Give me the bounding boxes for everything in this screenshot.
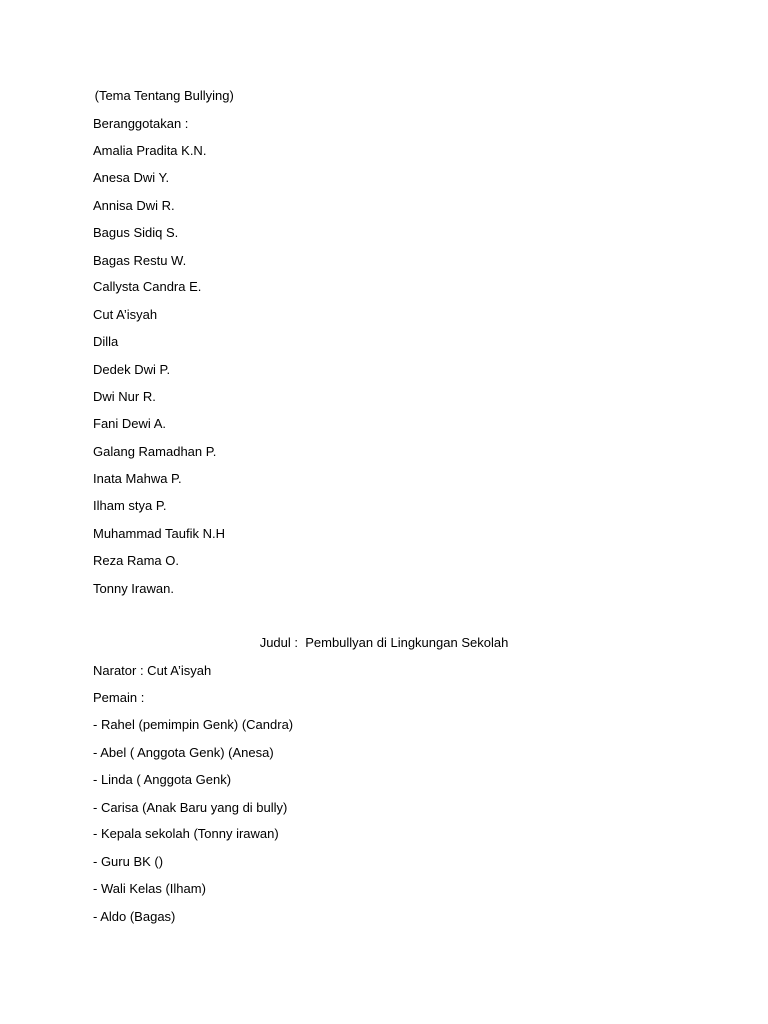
member-item: Dwi Nur R. [93,389,156,404]
cast-item: - Aldo (Bagas) [93,909,176,924]
member-item: Bagas Restu W. [93,253,187,268]
member-item: Dilla [93,334,119,349]
member-item: Fani Dewi A. [93,416,166,431]
member-item: Reza Rama O. [93,553,179,568]
cast-item: - Guru BK () [93,854,164,869]
cast-item: - Kepala sekolah (Tonny irawan) [93,826,279,841]
cast-item: - Linda ( Anggota Genk) [93,772,232,787]
cast-item: - Rahel (pemimpin Genk) (Candra) [93,717,294,732]
member-item: Cut A’isyah [93,307,158,322]
member-item: Ilham stya P. [93,498,167,513]
cast-item: - Carisa (Anak Baru yang di bully) [93,800,288,815]
narrator-line: Narator : Cut A’isyah [93,663,212,678]
members-heading: Beranggotakan : [93,116,189,131]
document-subtitle: (Tema Tentang Bullying) [91,88,234,103]
cast-item: - Abel ( Anggota Genk) (Anesa) [93,745,274,760]
member-item: Amalia Pradita K.N. [93,143,207,158]
member-item: Anesa Dwi Y. [93,170,170,185]
member-item: Inata Mahwa P. [93,471,182,486]
cast-item: - Wali Kelas (Ilham) [93,881,206,896]
member-item: Callysta Candra E. [93,279,202,294]
member-item: Muhammad Taufik N.H [93,526,225,541]
cast-heading: Pemain : [93,690,145,705]
member-item: Annisa Dwi R. [93,198,175,213]
document-title: Judul : Pembullyan di Lingkungan Sekolah [259,635,509,650]
member-item: Dedek Dwi P. [93,362,171,377]
member-item: Tonny Irawan. [93,581,174,596]
member-item: Bagus Sidiq S. [93,225,179,240]
member-item: Galang Ramadhan P. [93,444,217,459]
